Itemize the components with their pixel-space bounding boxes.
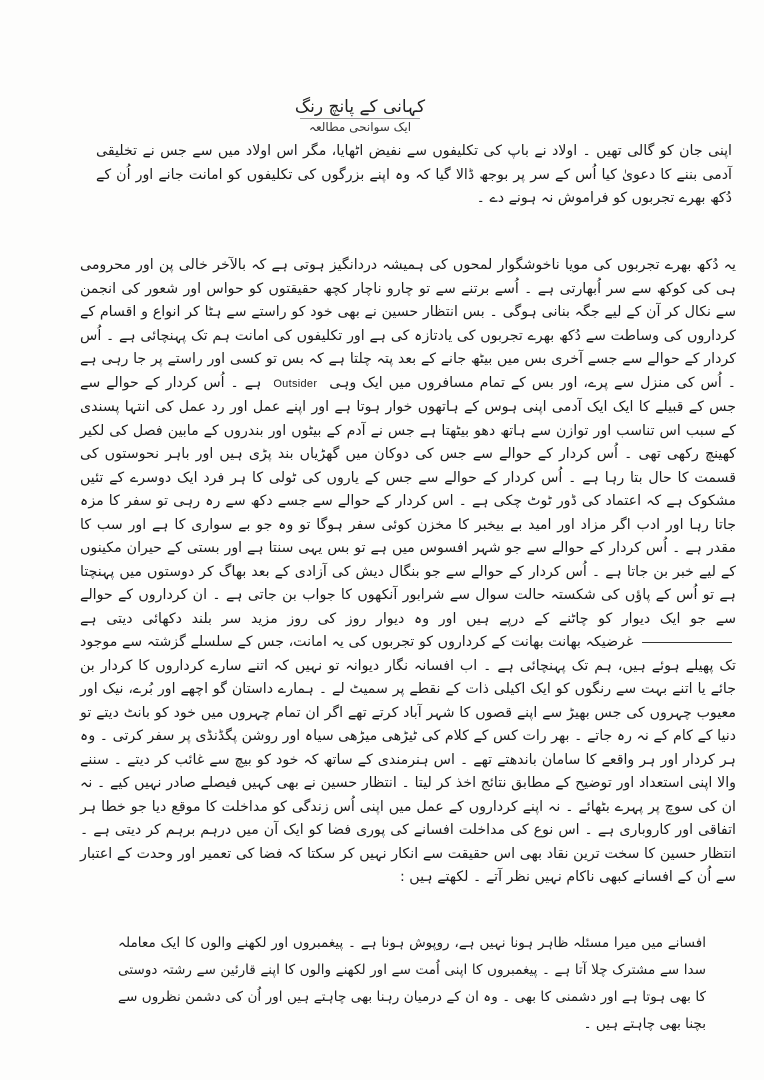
intro-paragraph: اپنی جان کو گالی تھیں ۔ اولاد نے باپ کی تکلیفوں سے نفیض اٹھایا، مگر اس اولاد میں سے جس نے تخلیقی آدمی بننے کا دعویٰ کیا اُس کے سر پر بوجھ ڈالا گیا کہ وہ اپنے بزرگوں کی تکلیفوں کو امانت جانے اور اُن کے دُکھ بھرے تجربوں کو فراموش نہ ہونے دے ۔ [96,143,732,206]
page-subtitle: ایک سوانحی مطالعہ [308,120,412,134]
title-underline [300,118,420,119]
body-text-middle: ہے ۔ اُس کردار کے حوالے سے جس کے قبیلے کا ایک ایک آدمی اپنی ہوس کے ہاتھوں خوار ہوتا ہے اور اپنے عمل اور رد عمل کی انتہا پسندی کے سبب اس تناسب اور توازن سے ہاتھ دھو بیٹھتا ہے جس نے آدم کے بیٹوں اور بندروں کے مابین فصل کی لکیر کھینچ رکھی تھی ۔ اُس کردار کے حوالے سے جس کی دوکان میں گھڑیاں بند پڑی ہیں اور باہر نحوستوں کی قسمت کا حال بتا رہا ہے ۔ اُس کردار کے حوالے سے جس کے یاروں کی ٹولی کا ہر فرد ایک دوسرے کے تئیں مشکوک ہے کہ اعتماد کی ڈور ٹوٹ چکی ہے ۔ اس کردار کے حوالے سے جسے دکھ سے رہ رہی تو سفر کا مزہ جاتا رہا اور ادب اگر مزاد اور امید بے بیخبر کا مخزن کوئی سفر ہوگا تو وہ جو بے سواری کا ہے اور سب کا مقدر ہے ۔ اُس کردار کے حوالے سے جو شہر افسوس میں ہے تو بس یہی سنتا ہے اور بستی کے حیران مکینوں کے لیے خبر بن جاتا ہے ۔ اُس کردار کے حوالے سے جو بنگال دیش کی آزادی کے بعد بھاگ کر دوستوں میں پہنچتا ہے تو اُس کے پاؤں کی شکستہ حالت سوال سے شرابور آنکھوں کا جواب بن جاتی ہے ۔ ان کرداروں کے حوالے سے جو ایک دیوار کو چاٹنے کے درپے ہیں اور وہ دیوار روز کی روز مزید سر بلند دکھائی دیتی ہے [80,374,736,627]
inline-english-term: Outsider [273,377,318,390]
body-text-after: غرضیکہ بھانت بھانت کے کرداروں کو تجربوں کی یہ امانت، جس کے سلسلے گزشتہ سے موجود تک پھیلے ہوئے ہیں، ہم تک پہنچائی ہے ۔ اب افسانہ نگار دیوانہ تو نہیں کہ اتنے سارے کرداروں کا کردار بن جائے یا اتنے بہت سے رنگوں کو ایک اکیلی ذات کے نقطے پر سمیٹ لے ۔ ہمارے داستان گو اچھے اور بُرے، نیک اور معیوب چہروں کی جس بھیڑ سے اپنے قصوں کا شہر آباد کرتے تھے اگر ان تمام چہروں میں خود کو بانٹ دیتے تو دنیا کے کام کے نہ رہ جاتے ۔ بھر رات کس کے کلام کی ٹیڑھی میڑھی سیاہ اور روشن پگڈنڈی پر سفر کرتی ۔ وہ ہر کردار اور ہر واقعے کا سامان باندھتے تھے ۔ اس ہنرمندی کے ساتھ کہ خود کو بیچ سے غائب کر دیتے ۔ سننے والا اپنی استعداد اور توضیح کے مطابق نتائج اخذ کر لیتا ۔ انتظار حسین نے بھی کہیں فیصلے صادر نہیں کیے ۔ نہ ان کی سوچ پر پہرے بٹھائے ۔ نہ اپنے کرداروں کے عمل میں اپنی اُس زندگی کو مداخلت کا موقع دیا جو خطا ہر اتفاقی اور کاروباری ہے ۔ اس نوع کی مداخلت افسانے کی پوری فضا کو ایک آن میں درہم برہم کر دیتی ہے ۔ انتظار حسین کا سخت ترین نقاد بھی اس حقیقت سے انکار نہیں کر سکتا کہ فضا کی تعمیر اور وحدت کے اعتبار سے اُن کے افسانے کبھی ناکام نہیں نظر آتے ۔ لکھتے ہیں : [80,634,736,885]
dash-line [642,642,732,643]
quote-paragraph: افسانے میں میرا مسئلہ ظاہر ہونا نہیں ہے، روپوش ہونا ہے ۔ پیغمبروں اور لکھنے والوں کا ایک معاملہ سدا سے مشترک چلا آتا ہے ۔ پیغمبروں کا اپنی اُمت سے اور لکھنے والوں کا اپنے قارئین سے رشتہ دوستی کا بھی ہوتا ہے اور دشمنی کا بھی ۔ وہ ان کے درمیان رہنا بھی چاہتے ہیں اور اُن کی دشمن نظروں سے بچنا بھی چاہتے ہیں ۔ [118,935,706,1032]
body-paragraph [80,254,736,890]
page-title: کہانی کے پانچ رنگ [294,97,426,117]
body-text-before: یہ دُکھ بھرے تجربوں کی مویا ناخوشگوار لمحوں کی ہمیشہ دردانگیز ہوتی ہے کہ بالآخر خالی پن اور محرومی ہی کی کوکھ سے سر اُبھارتی ہے ۔ اُسے برتنے سے تو چارو ناچار کچھ حقیقتوں کو حواس اور شعور کی انجمن سے نکال کر آن کے لیے جگہ بنانی ہوگی ۔ بس انتظار حسین نے بھی خود کو راستے سے ہٹا کر انواع و اقسام کے کرداروں کی وساطت سے دُکھ بھرے تجربوں کی یادتازہ کی ہے اور تکلیفوں کی امانت ہم تک پہنچائی ہے ۔ اُس کردار کے حوالے سے جسے آخری بس میں بیٹھ جانے کے بعد پتہ چلتا ہے کہ بس تو کسی اور راستے پر جا رہی ہے ۔ اُس کی منزل سے پرے، اور بس کے تمام مسافروں میں ایک وہی [80,257,737,391]
